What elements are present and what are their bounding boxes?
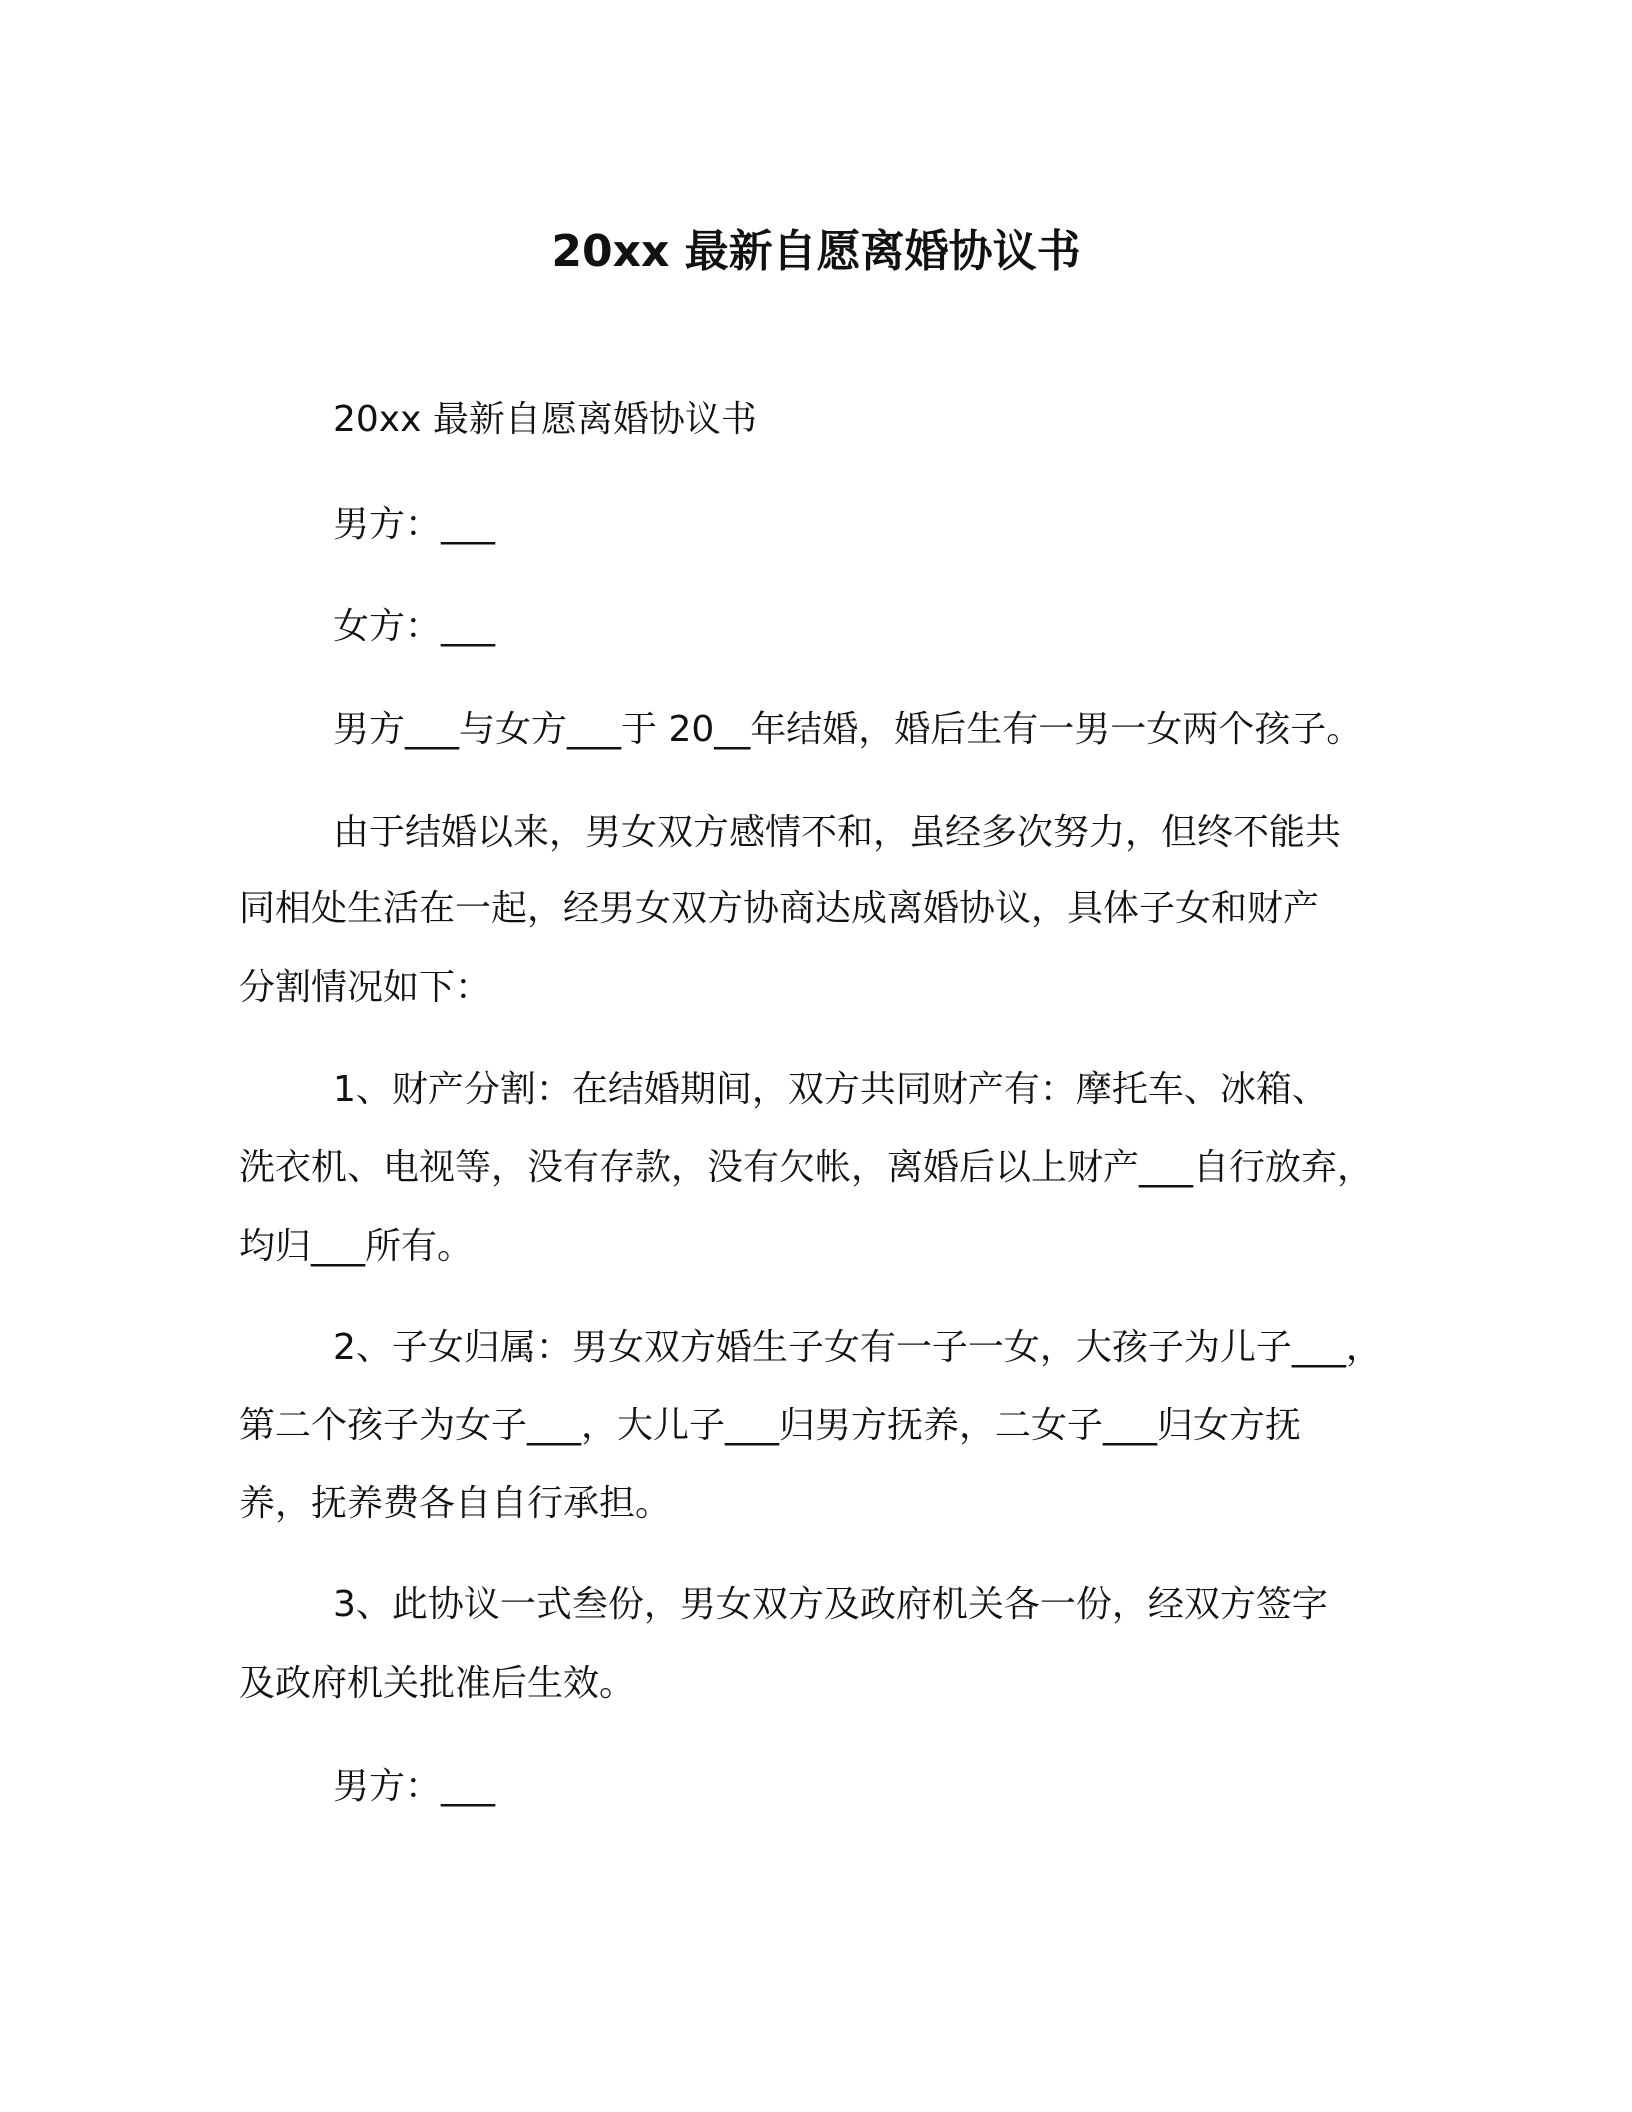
clause-2-line-1: 2、子女归属：男女双方婚生子女有一子一女，大孩子为儿子___， — [333, 1327, 1382, 1368]
female-party-line: 女方：___ — [333, 606, 496, 647]
reason-paragraph-line-2: 同相处生活在一起，经男女双方协商达成离婚协议，具体子女和财产 — [239, 888, 1320, 929]
clause-1-line-3: 均归___所有。 — [239, 1226, 474, 1267]
clause-2-line-3: 养，抚养费各自自行承担。 — [239, 1483, 672, 1524]
male-party-line: 男方：___ — [333, 504, 496, 545]
marriage-info-paragraph: 男方___与女方___于 20__年结婚，婚后生有一男一女两个孩子。 — [333, 709, 1363, 750]
reason-paragraph-line-3: 分割情况如下： — [239, 967, 492, 1008]
clause-2-line-2: 第二个孩子为女子___，大儿子___归男方抚养，二女子___归女方抚 — [239, 1405, 1302, 1446]
document-title: 20xx 最新自愿离婚协议书 — [551, 226, 1081, 277]
clause-3-line-2: 及政府机关批准后生效。 — [239, 1663, 636, 1704]
clause-3-line-1: 3、此协议一式叁份，男女双方及政府机关各一份，经双方签字 — [333, 1584, 1328, 1625]
clause-1-line-2: 洗衣机、电视等，没有存款，没有欠帐，离婚后以上财产___自行放弃， — [239, 1147, 1374, 1188]
reason-paragraph-line-1: 由于结婚以来，男女双方感情不和，虽经多次努力，但终不能共 — [333, 812, 1342, 853]
signature-male-line: 男方：___ — [333, 1766, 496, 1807]
clause-1-line-1: 1、财产分割：在结婚期间，双方共同财产有：摩托车、冰箱、 — [333, 1069, 1328, 1110]
document-subtitle: 20xx 最新自愿离婚协议书 — [333, 399, 757, 440]
